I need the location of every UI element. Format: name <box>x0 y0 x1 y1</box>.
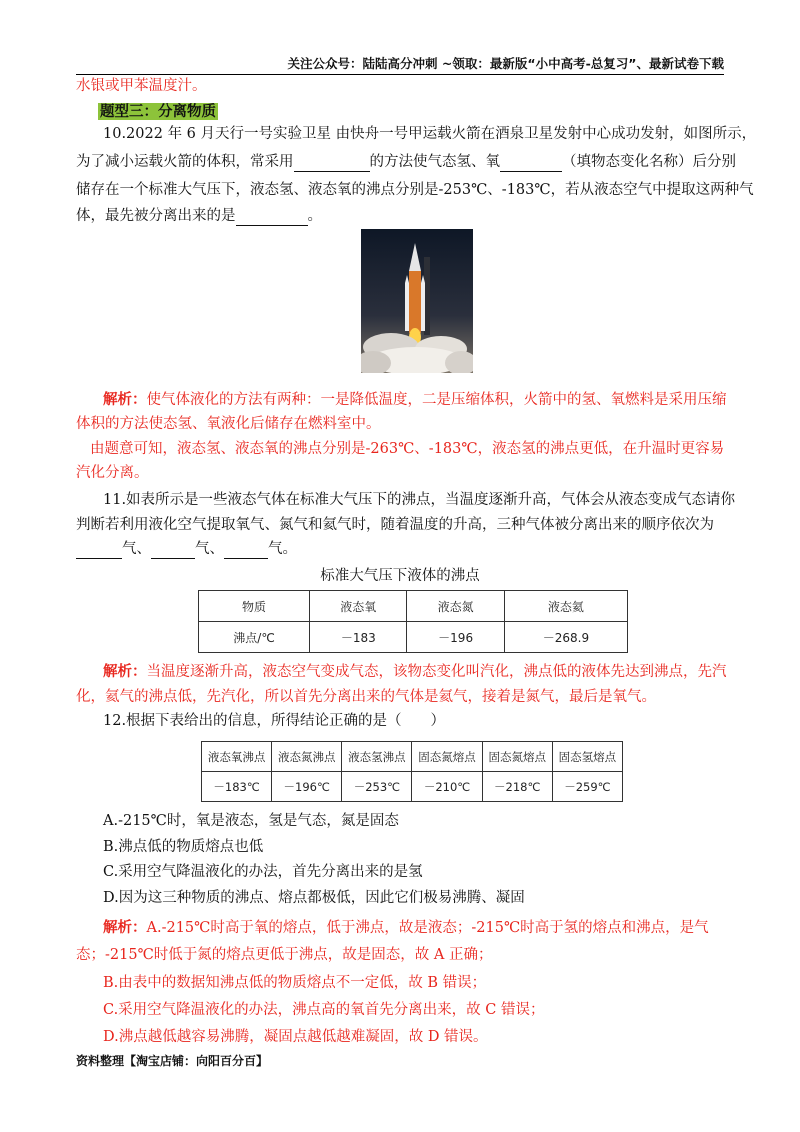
q10-blank-1 <box>294 155 370 172</box>
page-footer: 资料整理【淘宝店铺：向阳百分百】 <box>76 1054 269 1068</box>
top-line: 水银或甲苯温度汁。 <box>76 78 207 94</box>
ans10-line-3: 由题意可知，液态氢、液态氧的沸点分别是-263℃、-183℃，液态氢的沸点更低，在升温时更容易 <box>90 441 725 457</box>
section-heading <box>98 102 746 122</box>
q11-line-1: 11.如表所示是一些液态气体在标准大气压下的沸点，当温度逐渐升高，气体会从液态变成气态请你 <box>103 492 736 508</box>
table-header-cell: 液态氮 <box>407 591 504 622</box>
table-row <box>202 772 623 802</box>
q11-blank-1 <box>76 542 122 559</box>
table-cell: －196℃ <box>272 772 342 802</box>
table-cell: －253℃ <box>342 772 412 802</box>
q10-blank-3 <box>236 209 308 226</box>
table-header-cell: 液态氧沸点 <box>202 742 272 772</box>
ans12-line-1: 解析：A.-215℃时高于氧的熔点，低于沸点，故是液态；-215℃时高于氢的熔点和沸点，是气 <box>103 919 709 936</box>
table-cell: －210℃ <box>412 772 482 802</box>
ans12-line-3: B.由表中的数据知沸点低的物质熔点不一定低，故 B 错误； <box>103 975 487 991</box>
table-row <box>202 742 623 772</box>
table-row <box>199 622 628 653</box>
boiling-point-table <box>198 590 628 653</box>
table-cell: －259℃ <box>552 772 622 802</box>
ans10-line-4: 汽化分离。 <box>76 465 149 481</box>
q10-line-1: 10.2022 年 6 月天行一号实验卫星 由快舟一号甲运载火箭在酒泉卫星发射中心成功发射，如图所示， <box>103 126 757 142</box>
table-row-label: 沸点/℃ <box>199 622 310 653</box>
table-header-cell: 液态氦 <box>504 591 627 622</box>
q10-blank-2 <box>500 155 562 172</box>
table-cell: －218℃ <box>482 772 552 802</box>
table-cell: －183℃ <box>202 772 272 802</box>
q12-stem: 12.根据下表给出的信息，所得结论正确的是（ ） <box>103 713 446 729</box>
q12-option-b: B.沸点低的物质熔点也低 <box>103 839 264 855</box>
q10-line-3: 储存在一个标准大气压下，液态氢、液态氧的沸点分别是-253℃、-183℃，若从液态空气中提取这两种气 <box>76 182 754 198</box>
q11-blank-2 <box>151 542 195 559</box>
section-tag: 题型三：分离物质 <box>100 103 216 120</box>
ans12-line-2: 态；-215℃时低于氮的熔点更低于沸点，故是固态，故 A 正确； <box>76 947 493 963</box>
q10-line-4: 体，最先被分离出来的是 。 <box>76 208 322 224</box>
q12-option-d: D.因为这三种物质的沸点、熔点都极低，因此它们极易沸腾、凝固 <box>103 890 525 906</box>
table-header-cell: 固态氮熔点 <box>482 742 552 772</box>
q11-line-2: 判断若利用液化空气提取氧气、氮气和氦气时，随着温度的升高，三种气体被分离出来的顺序依次为 <box>76 517 714 533</box>
q10-line-2: 为了减小运载火箭的体积，常采用 的方法使气态氢、氧 （填物态变化名称）后分别 <box>76 154 736 170</box>
table-cell: －196 <box>407 622 504 653</box>
table-header-cell: 固态氮熔点 <box>412 742 482 772</box>
q12-option-c: C.采用空气降温液化的办法，首先分离出来的是氢 <box>103 864 423 880</box>
q11-blank-3 <box>224 542 268 559</box>
table-header-cell: 液态氢沸点 <box>342 742 412 772</box>
ans12-line-4: C.采用空气降温液化的办法，沸点高的氧首先分离出来，故 C 错误； <box>103 1002 545 1018</box>
ans11-line-1: 解析：当温度逐渐升高，液态空气变成气态，该物态变化叫汽化，沸点低的液体先达到沸点，先汽 <box>103 663 727 680</box>
melting-boiling-table <box>201 741 623 802</box>
table-header-cell: 物质 <box>199 591 310 622</box>
page-header: 关注公众号：陆陆高分冲刺 ~领取：最新版“小中高考-总复习”、最新试卷下载 <box>76 54 724 75</box>
ans10-line-2: 体积的方法使态氢、氧液化后储存在燃料室中。 <box>76 416 381 432</box>
table-cell: －183 <box>310 622 407 653</box>
rocket-launch-image <box>361 229 473 373</box>
ans12-line-5: D.沸点越低越容易沸腾，凝固点越低越难凝固，故 D 错误。 <box>103 1029 488 1045</box>
table-header-cell: 液态氮沸点 <box>272 742 342 772</box>
q11-line-3: 气、 气、 气。 <box>76 539 724 559</box>
table-header-cell: 固态氢熔点 <box>552 742 622 772</box>
table-row <box>199 591 628 622</box>
ans10-line-1: 解析：使气体液化的方法有两种：一是降低温度，二是压缩体积，火箭中的氢、氧燃料是采用压缩 <box>103 391 727 408</box>
table1-caption: 标准大气压下液体的沸点 <box>320 568 480 584</box>
table-cell: －268.9 <box>504 622 627 653</box>
table-header-cell: 液态氧 <box>310 591 407 622</box>
ans11-line-2: 化，氦气的沸点低，先汽化，所以首先分离出来的气体是氦气，接着是氮气，最后是氧气。 <box>76 689 656 705</box>
q12-option-a: A.-215℃时，氧是液态，氢是气态，氮是固态 <box>103 813 399 829</box>
